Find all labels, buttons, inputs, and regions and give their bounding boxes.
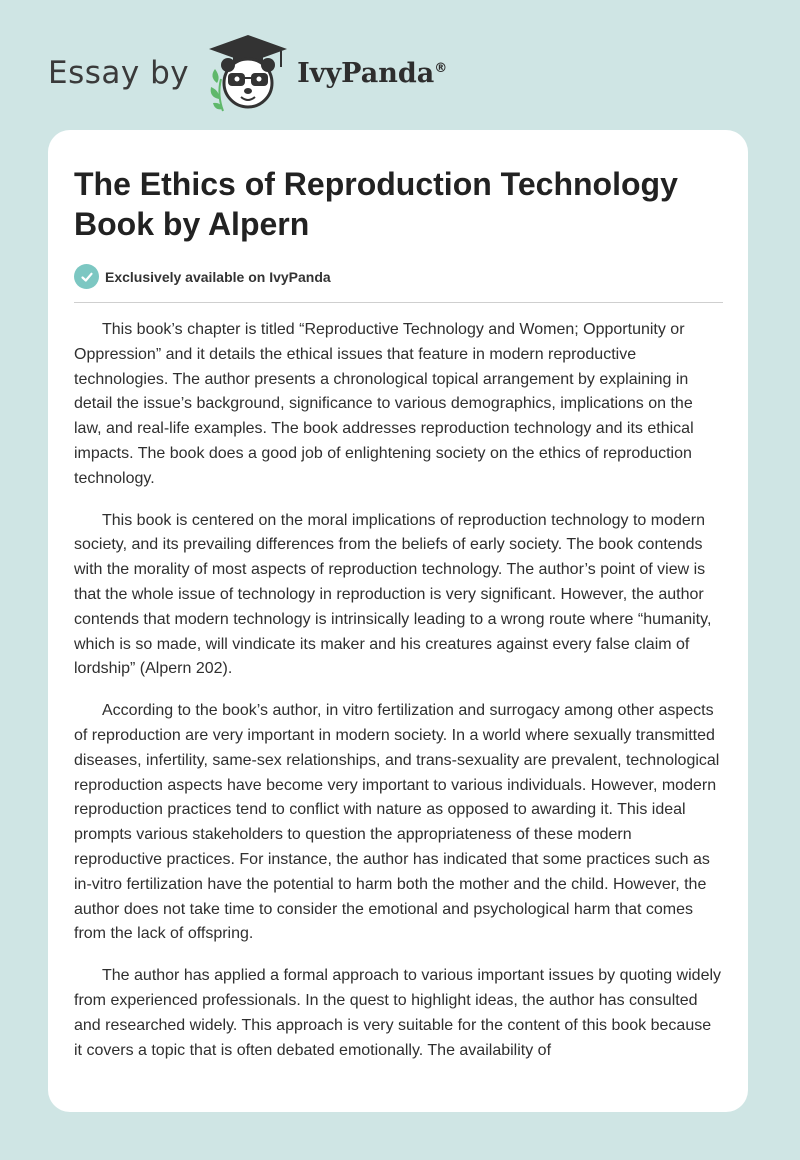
- paragraph: According to the book’s author, in vitro fertilization and surrogacy among other aspects of reproduction are very important in modern society. In a world where sexually transmitted diseases, infertility, same-sex relationships, and trans-sexuality are prevalent, technological reproduction aspects have become very important to various individuals. However, modern reproduction practices tend to conflict with nature as opposed to awarding it. This ideal prompts various stakeholders to question the appropriateness of these modern reproductive practices. For instance, the author has indicated that some practices such as in-vitro fertilization have the potential to harm both the mother and the child. However, the author does not take time to consider the emotional and psychological harm that comes from the lack of offspring.: [74, 702, 720, 943]
- essay-card: [48, 130, 748, 1112]
- badge-label: Exclusively available on IvyPanda: [105, 268, 331, 285]
- paragraph: The author has applied a formal approach to various important issues by quoting widely from experienced professionals. In the quest to highlight ideas, the author has consulted and researched widely. This approach is very suitable for the content of this book because it covers a topic that is often debated emotionally. The availability of: [74, 967, 722, 1059]
- paragraph: This book’s chapter is titled “Reproductive Technology and Women; Opportunity or Oppression” and it details the ethical issues that feature in modern reproductive technologies. The author presents a chronological topical arrangement by explaining in detail the issue’s background, significance to various demographics, implications on the law, and real-life examples. The book addresses reproduction technology and its ethical impacts. The book does a good job of enlightening society on the ethics of reproduction technology.: [74, 321, 694, 487]
- paragraph: This book is centered on the moral implications of reproduction technology to modern society, and its prevailing differences from the beliefs of early society. The book contends with the morality of most aspects of reproduction technology. The author’s point of view is that the whole issue of technology in reproduction is very significant. However, the author contends that modern technology is intrinsically leading to a wrong route where “humanity, which is so made, will vindicate its maker and his creatures against every false claim of lordship” (Alpern 202).: [74, 511, 712, 678]
- divider: [74, 302, 723, 303]
- ivypanda-logo-icon[interactable]: [203, 33, 293, 113]
- site-header: [48, 28, 447, 118]
- check-icon: [74, 264, 99, 289]
- essay-body: [74, 318, 722, 1080]
- brand-name[interactable]: IvyPanda®: [297, 57, 448, 89]
- exclusive-badge: [74, 264, 331, 289]
- page-title: The Ethics of Reproduction Technology Book by Alpern: [74, 166, 678, 242]
- essay-by-label: Essay by: [48, 55, 190, 91]
- registered-mark: ®: [434, 60, 448, 76]
